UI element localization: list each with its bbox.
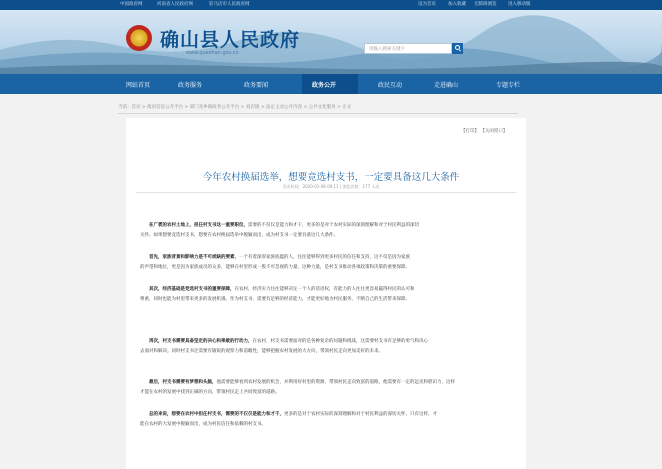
article-paragraph-3: 其次，经济基础是竞选村支书的重要保障，在农村，经济实力往往能够决定一个人的话语权，有能力的人往往更容易赢得村民的认可和 尊重，同时也能为村里带来更多的发展机遇。作为村支书，需要有足够的经济能力，才能更好地为村民服务，不断自己的生活带来保障。 bbox=[140, 287, 415, 302]
search-input[interactable]: 请输入搜索关键字 bbox=[364, 43, 452, 54]
article-meta: 发布时间：2020-01-08 09:11 | 浏览次数：177 人次 bbox=[282, 184, 380, 189]
paragraph-lead: 最后，村支书需要有梦想和头脑， bbox=[149, 380, 217, 385]
paragraph-lead: 首先，家族背景和影响力是不可或缺的要素， bbox=[149, 255, 239, 260]
article-paragraph-5: 最后，村支书需要有梦想和头脑，他需要能够看到农村发展的机会，并利用好村里的资源，带领村民走向致富的道路，他需要有一定的远见和胆识力，这样 才能在农村的发展中找到正确的方向，带领村民走上共同致富的道路。 bbox=[140, 380, 455, 395]
banner-landscape bbox=[0, 10, 662, 74]
nav-item-services[interactable]: 政务服务 bbox=[178, 82, 203, 89]
nav-item-interaction[interactable]: 政民互动 bbox=[378, 82, 403, 89]
site-title: 确山县人民政府 bbox=[160, 29, 301, 51]
link-add-favorite[interactable]: 加入收藏 bbox=[448, 2, 466, 7]
article-title: 今年农村换届选举，想要竞选村支书，一定要具备这几大条件 bbox=[202, 172, 460, 183]
print-close-links[interactable]: 【打印】 【关闭窗口】 bbox=[461, 129, 508, 134]
paragraph-lead: 在广袤的农村土地上，担任村支书这一重要职位， bbox=[149, 223, 248, 228]
nav-item-home[interactable]: 网站首页 bbox=[126, 82, 151, 89]
site-url: www.queshan.gov.cn bbox=[186, 50, 239, 56]
link-set-homepage[interactable]: 设为首页 bbox=[418, 2, 436, 7]
site-banner bbox=[0, 10, 662, 74]
link-mobile-version[interactable]: 进入移动版 bbox=[508, 2, 531, 7]
link-zhumadian-gov[interactable]: 驻马店市人民政府网 bbox=[209, 2, 250, 7]
link-henan-gov[interactable]: 河南省人民政府网 bbox=[157, 2, 193, 7]
link-gov-cn[interactable]: 中国政府网 bbox=[120, 2, 143, 7]
nav-item-open-gov[interactable]: 政务公开 bbox=[312, 82, 337, 89]
national-emblem-icon bbox=[126, 25, 152, 51]
article-divider bbox=[136, 192, 516, 193]
article-paragraph-4: 再次，村支书需要具备坚定的决心和果敢的行动力，在农村，村支书需要面对的是各种复杂的问题和挑战，这需要村支书有足够的勇气和决心 去面对和解决。同时村支书还需要有敏锐的观察力和前瞻性，能够把握农村发展的大方向，带领村民走向更加美好的未来。 bbox=[140, 339, 428, 354]
article-paragraph-1: 在广袤的农村土地上，担任村支书这一重要职位，需要的不仅仅是能力和才干，更多的是对于农村实际的深刻理解和对于村民利益的深切 关怀。如果想要竞选村支书，想要在农村换届选举中脱颖而出，成为村支书一定要具备这几大条件。 bbox=[140, 223, 419, 238]
article-paragraph-6: 总的来说，想要在农村中担任村支书，需要的不仅仅是能力和才干，更多的是对于农村实际的深刻理解和对于村民利益的深切关怀，只有这样，才 能在农村的大发展中脱颖而出，成为村民信任和依赖的村支书。 bbox=[140, 412, 437, 427]
nav-item-about[interactable]: 走进确山 bbox=[434, 82, 459, 89]
main-navigation bbox=[0, 74, 662, 94]
breadcrumb-divider bbox=[118, 113, 518, 114]
nav-item-topics[interactable]: 专题专栏 bbox=[496, 82, 521, 89]
paragraph-lead: 总的来说，想要在农村中担任村支书，需要的不仅仅是能力和才干， bbox=[149, 412, 284, 417]
article-paragraph-2: 首先，家族背景和影响力是不可或缺的要素，一个有着深厚家族底蕴的人，往往能够得到更多村民的信任和支持，这不仅是因为家族 的声望和地位，更是因为家族成员的众多，能够在村里形成一股不可忽视的力量，这种力量，是村支书推动各项政策和决策的重要保障。 bbox=[140, 255, 410, 270]
paragraph-lead: 再次，村支书需要具备坚定的决心和果敢的行动力， bbox=[149, 339, 253, 344]
paragraph-lead: 其次，经济基础是竞选村支书的重要保障， bbox=[149, 287, 235, 292]
search-button[interactable] bbox=[452, 43, 463, 54]
nav-item-news[interactable]: 政务要闻 bbox=[244, 82, 269, 89]
top-utility-bar bbox=[0, 0, 662, 10]
breadcrumb: 当前：首页 > 政府信息公开平台 > 部门及乡镇政务公开平台 > 刘店镇 > 法定主动公开内容 > 公共文化服务 > 正文 bbox=[118, 105, 352, 110]
link-accessibility[interactable]: 无障碍浏览 bbox=[474, 2, 497, 7]
